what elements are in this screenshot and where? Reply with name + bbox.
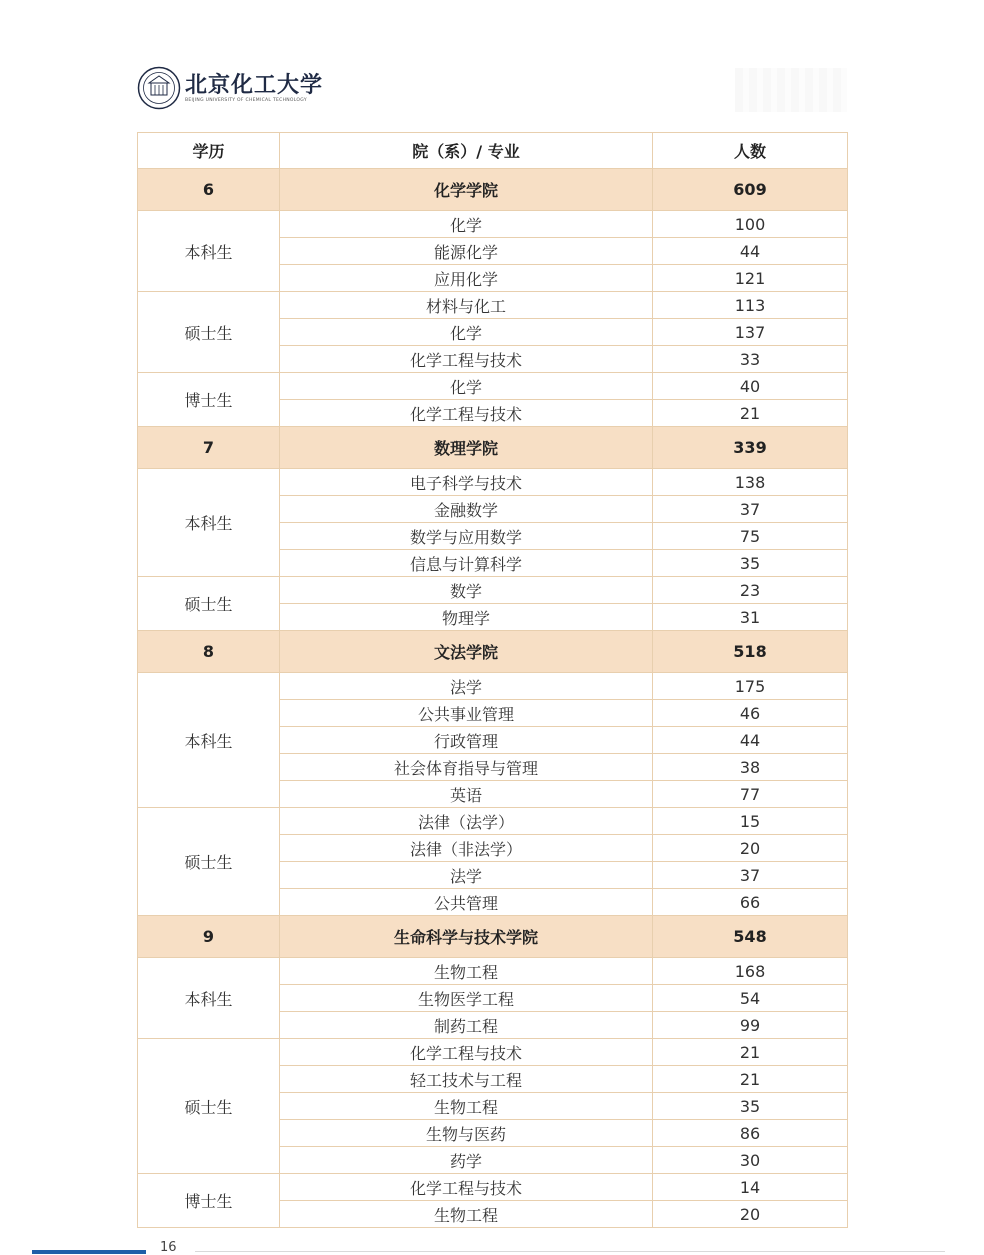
major-count-cell: 168 bbox=[653, 958, 848, 985]
major-count-cell: 30 bbox=[653, 1147, 848, 1174]
major-name-cell: 生物工程 bbox=[280, 1201, 653, 1228]
table-row bbox=[138, 673, 848, 700]
logo-english-name: BEIJING UNIVERSITY OF CHEMICAL TECHNOLOGY bbox=[185, 98, 307, 103]
major-name-cell: 数学与应用数学 bbox=[280, 523, 653, 550]
major-count-cell: 21 bbox=[653, 400, 848, 427]
major-count-cell: 137 bbox=[653, 319, 848, 346]
degree-cell: 硕士生 bbox=[138, 577, 280, 631]
major-count-cell: 33 bbox=[653, 346, 848, 373]
footer-divider bbox=[195, 1251, 945, 1252]
college-number: 8 bbox=[138, 631, 280, 673]
degree-cell: 本科生 bbox=[138, 469, 280, 577]
major-name-cell: 化学工程与技术 bbox=[280, 1174, 653, 1201]
degree-cell: 硕士生 bbox=[138, 1039, 280, 1174]
table-row bbox=[138, 373, 848, 400]
major-count-cell: 21 bbox=[653, 1039, 848, 1066]
table-row bbox=[138, 577, 848, 604]
major-name-cell: 生物工程 bbox=[280, 958, 653, 985]
major-count-cell: 100 bbox=[653, 211, 848, 238]
major-name-cell: 生物医学工程 bbox=[280, 985, 653, 1012]
column-header-count: 人数 bbox=[653, 133, 848, 169]
major-count-cell: 77 bbox=[653, 781, 848, 808]
college-total: 609 bbox=[653, 169, 848, 211]
table-row bbox=[138, 958, 848, 985]
university-logo bbox=[137, 66, 324, 112]
major-name-cell: 生物工程 bbox=[280, 1093, 653, 1120]
major-name-cell: 制药工程 bbox=[280, 1012, 653, 1039]
table-row bbox=[138, 211, 848, 238]
degree-cell: 博士生 bbox=[138, 373, 280, 427]
major-count-cell: 21 bbox=[653, 1066, 848, 1093]
major-name-cell: 化学工程与技术 bbox=[280, 346, 653, 373]
university-seal-icon bbox=[137, 66, 181, 110]
faded-watermark bbox=[735, 68, 847, 112]
major-count-cell: 38 bbox=[653, 754, 848, 781]
major-count-cell: 44 bbox=[653, 727, 848, 754]
college-number: 9 bbox=[138, 916, 280, 958]
major-count-cell: 20 bbox=[653, 835, 848, 862]
college-row bbox=[138, 169, 848, 211]
major-count-cell: 138 bbox=[653, 469, 848, 496]
major-count-cell: 20 bbox=[653, 1201, 848, 1228]
major-name-cell: 公共管理 bbox=[280, 889, 653, 916]
college-name: 数理学院 bbox=[280, 427, 653, 469]
major-name-cell: 化学 bbox=[280, 319, 653, 346]
major-count-cell: 54 bbox=[653, 985, 848, 1012]
major-count-cell: 35 bbox=[653, 1093, 848, 1120]
college-total: 548 bbox=[653, 916, 848, 958]
major-count-cell: 99 bbox=[653, 1012, 848, 1039]
major-name-cell: 轻工技术与工程 bbox=[280, 1066, 653, 1093]
major-name-cell: 法律（法学） bbox=[280, 808, 653, 835]
major-name-cell: 数学 bbox=[280, 577, 653, 604]
major-count-cell: 86 bbox=[653, 1120, 848, 1147]
major-name-cell: 生物与医药 bbox=[280, 1120, 653, 1147]
college-name: 文法学院 bbox=[280, 631, 653, 673]
major-name-cell: 物理学 bbox=[280, 604, 653, 631]
table-body bbox=[138, 169, 848, 1228]
table-header-row bbox=[138, 133, 848, 169]
table-row bbox=[138, 292, 848, 319]
major-name-cell: 化学工程与技术 bbox=[280, 1039, 653, 1066]
major-name-cell: 金融数学 bbox=[280, 496, 653, 523]
major-count-cell: 37 bbox=[653, 862, 848, 889]
major-name-cell: 药学 bbox=[280, 1147, 653, 1174]
table-row bbox=[138, 469, 848, 496]
major-name-cell: 能源化学 bbox=[280, 238, 653, 265]
footer-accent-bar bbox=[32, 1250, 146, 1254]
major-name-cell: 公共事业管理 bbox=[280, 700, 653, 727]
major-count-cell: 37 bbox=[653, 496, 848, 523]
college-row bbox=[138, 916, 848, 958]
degree-cell: 博士生 bbox=[138, 1174, 280, 1228]
college-row bbox=[138, 631, 848, 673]
degree-cell: 硕士生 bbox=[138, 808, 280, 916]
major-count-cell: 175 bbox=[653, 673, 848, 700]
major-name-cell: 材料与化工 bbox=[280, 292, 653, 319]
major-count-cell: 46 bbox=[653, 700, 848, 727]
major-name-cell: 电子科学与技术 bbox=[280, 469, 653, 496]
major-count-cell: 66 bbox=[653, 889, 848, 916]
table-row bbox=[138, 808, 848, 835]
major-name-cell: 英语 bbox=[280, 781, 653, 808]
college-total: 518 bbox=[653, 631, 848, 673]
degree-cell: 本科生 bbox=[138, 958, 280, 1039]
major-count-cell: 23 bbox=[653, 577, 848, 604]
major-count-cell: 15 bbox=[653, 808, 848, 835]
college-number: 6 bbox=[138, 169, 280, 211]
major-name-cell: 社会体育指导与管理 bbox=[280, 754, 653, 781]
major-count-cell: 121 bbox=[653, 265, 848, 292]
table-row bbox=[138, 1174, 848, 1201]
column-header-major: 院（系）/ 专业 bbox=[280, 133, 653, 169]
major-count-cell: 113 bbox=[653, 292, 848, 319]
enrollment-table bbox=[137, 132, 848, 1228]
column-header-degree: 学历 bbox=[138, 133, 280, 169]
major-name-cell: 化学 bbox=[280, 211, 653, 238]
major-count-cell: 31 bbox=[653, 604, 848, 631]
major-name-cell: 信息与计算科学 bbox=[280, 550, 653, 577]
major-name-cell: 法学 bbox=[280, 862, 653, 889]
major-name-cell: 化学工程与技术 bbox=[280, 400, 653, 427]
major-name-cell: 行政管理 bbox=[280, 727, 653, 754]
degree-cell: 本科生 bbox=[138, 211, 280, 292]
page-number: 16 bbox=[160, 1240, 177, 1255]
major-name-cell: 法律（非法学） bbox=[280, 835, 653, 862]
college-number: 7 bbox=[138, 427, 280, 469]
logo-chinese-name: 北京化工大学 bbox=[185, 72, 324, 98]
major-count-cell: 44 bbox=[653, 238, 848, 265]
college-name: 化学学院 bbox=[280, 169, 653, 211]
major-name-cell: 化学 bbox=[280, 373, 653, 400]
major-count-cell: 75 bbox=[653, 523, 848, 550]
college-total: 339 bbox=[653, 427, 848, 469]
degree-cell: 硕士生 bbox=[138, 292, 280, 373]
major-count-cell: 40 bbox=[653, 373, 848, 400]
major-name-cell: 法学 bbox=[280, 673, 653, 700]
college-row bbox=[138, 427, 848, 469]
major-name-cell: 应用化学 bbox=[280, 265, 653, 292]
table-row bbox=[138, 1039, 848, 1066]
major-count-cell: 35 bbox=[653, 550, 848, 577]
college-name: 生命科学与技术学院 bbox=[280, 916, 653, 958]
degree-cell: 本科生 bbox=[138, 673, 280, 808]
major-count-cell: 14 bbox=[653, 1174, 848, 1201]
